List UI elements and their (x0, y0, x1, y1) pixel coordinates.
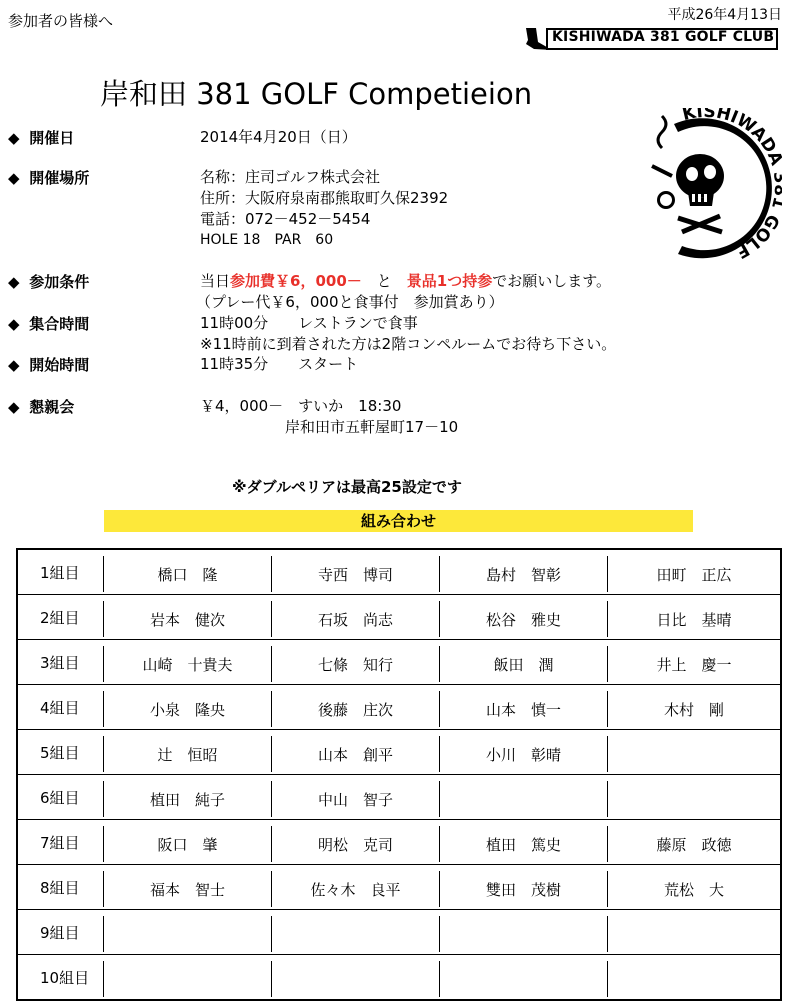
player-cell (103, 640, 271, 685)
player-cell (607, 865, 781, 910)
player-name (439, 781, 607, 817)
player-name (439, 916, 607, 952)
group-label: 9組目 (17, 910, 103, 955)
conditions-fee: 参加費￥6，000－ (230, 272, 362, 290)
player-cell (439, 595, 607, 640)
page-title: 岸和田 381 GOLF Competieion (100, 77, 533, 111)
conditions-prefix: 当日 (200, 272, 231, 290)
player-cell (607, 549, 781, 595)
table-row (17, 865, 781, 910)
player-cell (103, 775, 271, 820)
player-name: 藤原 政徳 (607, 826, 780, 862)
player-cell (607, 730, 781, 775)
player-cell (607, 775, 781, 820)
date-label: 開催日 (29, 129, 75, 147)
player-name (607, 781, 780, 817)
start-value: 11時35分 スタート (200, 355, 359, 373)
player-cell (607, 595, 781, 640)
player-name: 小泉 隆央 (103, 691, 271, 727)
venue-hole: HOLE 18 PAR 60 (200, 232, 334, 248)
party-heading (8, 396, 74, 417)
table-row (17, 955, 781, 1001)
table-row (17, 820, 781, 865)
player-cell (607, 910, 781, 955)
player-name (439, 961, 607, 997)
player-cell (607, 685, 781, 730)
player-name (607, 961, 780, 997)
player-cell (439, 955, 607, 1001)
group-label: 6組目 (17, 775, 103, 820)
player-cell (439, 910, 607, 955)
start-heading (8, 354, 89, 375)
player-name: 植田 純子 (103, 781, 271, 817)
pairings-title: 組み合わせ (104, 510, 693, 532)
meeting-heading (8, 313, 89, 334)
player-cell (103, 955, 271, 1001)
player-cell (439, 640, 607, 685)
logo-ring-text: KISHIWAD GOLF (680, 108, 782, 260)
table-row (17, 685, 781, 730)
party-label: 懇親会 (29, 398, 75, 416)
venue-name: 名称：庄司ゴルフ株式会社 (200, 168, 381, 186)
date-value: 2014年4月20日（日） (200, 128, 357, 146)
conditions-suffix: でお願いします。 (492, 272, 612, 290)
player-cell (439, 820, 607, 865)
venue-address: 住所：大阪府泉南郡熊取町久保2392 (200, 189, 449, 207)
player-cell (271, 640, 439, 685)
player-name: 山本 創平 (271, 736, 439, 772)
player-cell (103, 730, 271, 775)
player-name: 後藤 庄次 (271, 691, 439, 727)
player-name (271, 916, 439, 952)
diamond-bullet-icon: ◆ (8, 169, 20, 187)
conditions-and: と (361, 272, 407, 290)
player-name: 橋口 隆 (103, 556, 271, 592)
party-address: 岸和田市五軒屋町17－10 (285, 418, 459, 436)
player-name: 井上 慶一 (607, 646, 780, 682)
meeting-value: 11時00分 レストランで食事 (200, 314, 418, 332)
handicap-note: ※ダブルペリアは最高25設定です (232, 478, 462, 496)
date-heading (8, 127, 74, 148)
player-cell (271, 865, 439, 910)
player-name (103, 916, 271, 952)
player-cell (607, 820, 781, 865)
player-cell (271, 685, 439, 730)
player-name: 福本 智士 (103, 871, 271, 907)
meeting-note: ※11時前に到着された方は2階コンペルームでお待ち下さい。 (200, 335, 617, 353)
player-cell (271, 955, 439, 1001)
document-date: 平成26年4月13日 (667, 7, 782, 23)
player-cell (103, 910, 271, 955)
player-name: 日比 基晴 (607, 601, 780, 637)
player-name: 植田 篤史 (439, 826, 607, 862)
party-value: ￥4，000－ すいか 18:30 (200, 397, 402, 415)
diamond-bullet-icon: ◆ (8, 356, 20, 374)
player-name: 佐々木 良平 (271, 871, 439, 907)
venue-label: 開催場所 (29, 169, 90, 187)
conditions-heading (8, 271, 89, 292)
group-label: 1組目 (17, 549, 103, 595)
table-row (17, 595, 781, 640)
player-cell (439, 685, 607, 730)
player-name: 山本 慎一 (439, 691, 607, 727)
club-banner-label: KISHIWADA 381 GOLF CLUB (552, 29, 775, 45)
conditions-prize: 景品1つ持参 (406, 272, 493, 290)
player-name: 小川 彰晴 (439, 736, 607, 772)
greeting: 参加者の皆様へ (8, 12, 114, 30)
group-label: 2組目 (17, 595, 103, 640)
player-cell (271, 775, 439, 820)
player-cell (439, 549, 607, 595)
player-name (607, 916, 780, 952)
skull-golf-icon (622, 108, 782, 260)
diamond-bullet-icon: ◆ (8, 273, 20, 291)
venue-phone: 電話：072－452－5454 (200, 210, 371, 228)
player-cell (607, 955, 781, 1001)
club-banner (522, 22, 780, 52)
player-name: 田町 正広 (607, 556, 780, 592)
player-name: 辻 恒昭 (103, 736, 271, 772)
player-cell (271, 549, 439, 595)
player-cell (439, 865, 607, 910)
player-name: 石坂 尚志 (271, 601, 439, 637)
player-name: 七條 知行 (271, 646, 439, 682)
conditions-line (200, 270, 611, 291)
venue-heading (8, 167, 89, 188)
player-cell (103, 685, 271, 730)
player-cell (103, 595, 271, 640)
conditions-label: 参加条件 (29, 273, 90, 291)
diamond-bullet-icon: ◆ (8, 315, 20, 333)
table-row (17, 730, 781, 775)
player-cell (439, 730, 607, 775)
conditions-note: （プレー代￥6，000と食事付 参加賞あり） (196, 293, 504, 311)
player-name (103, 961, 271, 997)
player-name: 雙田 茂樹 (439, 871, 607, 907)
player-name: 岩本 健次 (103, 601, 271, 637)
player-name: 木村 剛 (607, 691, 780, 727)
player-name: 島村 智彰 (439, 556, 607, 592)
pairings-table (16, 548, 782, 1001)
player-name: 荒松 大 (607, 871, 780, 907)
meeting-label: 集合時間 (29, 315, 90, 333)
group-label: 3組目 (17, 640, 103, 685)
player-name (271, 961, 439, 997)
player-name: 飯田 潤 (439, 646, 607, 682)
player-cell (271, 730, 439, 775)
group-label: 4組目 (17, 685, 103, 730)
club-logo (622, 108, 782, 260)
group-label: 8組目 (17, 865, 103, 910)
group-label: 10組目 (17, 955, 103, 1001)
player-name (607, 736, 780, 772)
diamond-bullet-icon: ◆ (8, 398, 20, 416)
player-name: 中山 智子 (271, 781, 439, 817)
group-label: 7組目 (17, 820, 103, 865)
player-name: 山崎 十貴夫 (103, 646, 271, 682)
player-cell (103, 549, 271, 595)
player-name: 阪口 肇 (103, 826, 271, 862)
player-cell (439, 775, 607, 820)
player-cell (271, 910, 439, 955)
player-cell (271, 820, 439, 865)
player-name: 明松 克司 (271, 826, 439, 862)
table-row (17, 775, 781, 820)
group-label: 5組目 (17, 730, 103, 775)
table-row (17, 640, 781, 685)
player-cell (103, 820, 271, 865)
player-cell (271, 595, 439, 640)
player-name: 松谷 雅史 (439, 601, 607, 637)
start-label: 開始時間 (29, 356, 90, 374)
player-cell (607, 640, 781, 685)
table-row (17, 910, 781, 955)
player-name: 寺西 博司 (271, 556, 439, 592)
player-cell (103, 865, 271, 910)
table-row (17, 549, 781, 595)
diamond-bullet-icon: ◆ (8, 129, 20, 147)
